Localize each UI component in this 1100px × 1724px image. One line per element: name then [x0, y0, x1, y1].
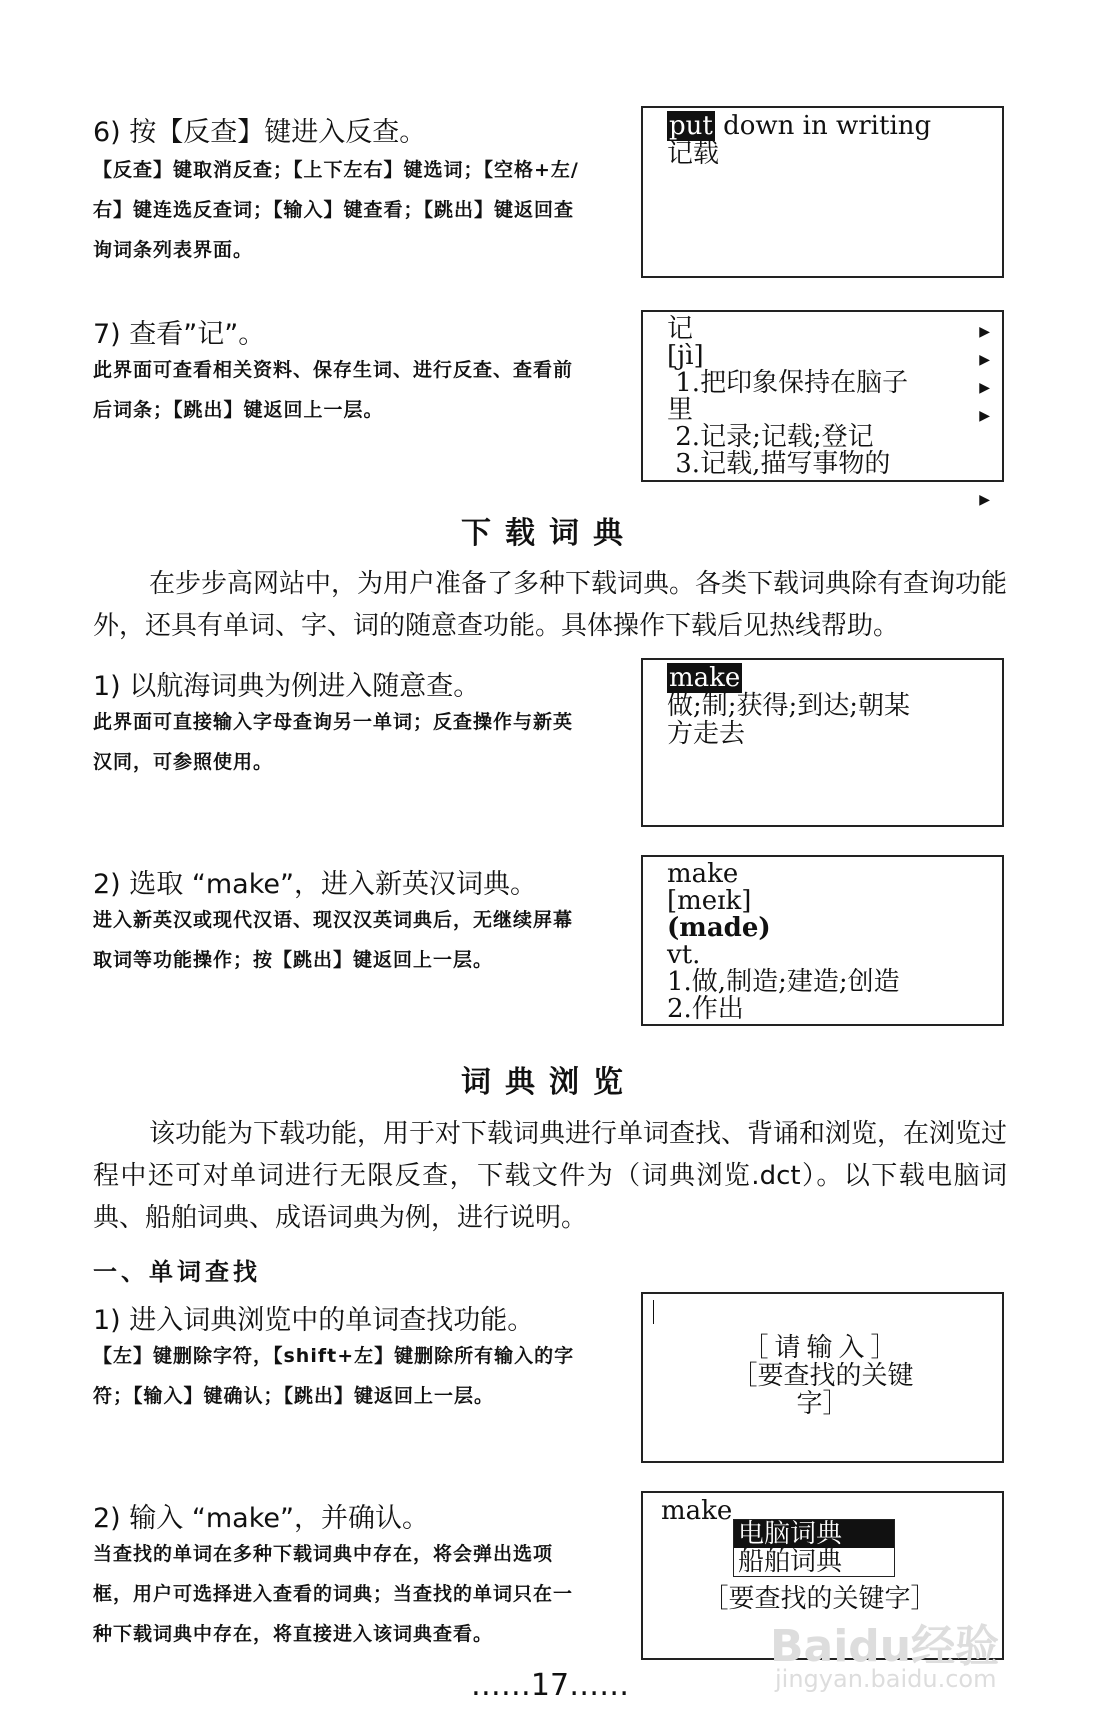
entry-line: 里 — [667, 395, 694, 425]
download-step-2-note: 进入新英汉或现代汉语、现汉汉英词典后，无继续屏幕取词等功能操作；按【跳出】键返回上一层。 — [93, 909, 574, 971]
screen-random-lookup — [641, 658, 1004, 827]
step-7-title: 7) 查看”记”。 — [93, 319, 266, 350]
prompt-line: ［要查找的关键 — [731, 1361, 914, 1391]
section-heading-download: 下载词典 — [461, 516, 637, 551]
definition-line: 做;制;获得;到达;朝某 — [667, 691, 911, 721]
text-cursor — [653, 1300, 654, 1324]
screen-entry-ji — [641, 310, 1004, 508]
arrow-icons: ▶ ▶ ▶ ▶ ▶ — [979, 324, 990, 508]
browse-step-2-note: 当查找的单词在多种下载词典中存在，将会弹出选项框，用户可选择进入查看的词典；当查找的单词只在一种下载词典中存在，将直接进入该词典查看。 — [93, 1543, 574, 1645]
page-number: ……17…… — [470, 1668, 630, 1703]
screen-reverse-lookup — [641, 106, 1004, 278]
prompt-line: ［请输入］ — [742, 1333, 903, 1363]
step-6-title: 6) 按【反查】键进入反查。 — [93, 117, 427, 148]
download-paragraph: 在步步高网站中，为用户准备了多种下载词典。各类下载词典除有查询功能外，还具有单词、字、词的随意查功能。具体操作下载后见热线帮助。 — [93, 569, 1008, 641]
section-heading-browse: 词典浏览 — [461, 1065, 637, 1100]
step-6-note: 【反查】键取消反查；【上下左右】键选词；【空格+左/右】键连选反查词；【输入】键查看；【跳出】键返回查询词条列表界面。 — [93, 159, 579, 261]
entry-line: 记 — [667, 314, 694, 344]
selected-word: make — [669, 663, 741, 693]
subheading-word-search: 一、单词查找 — [93, 1258, 261, 1286]
entry-line: [meɪk] — [667, 886, 752, 916]
entry-line: make — [667, 859, 739, 889]
baidu-watermark-url: jingyan.baidu.com — [775, 1665, 997, 1693]
translation: 记载 — [667, 139, 720, 169]
definition-line: 方走去 — [667, 719, 746, 749]
browse-step-1-title: 1) 进入词典浏览中的单词查找功能。 — [93, 1305, 535, 1336]
entry-line: (made) — [667, 913, 771, 943]
entry-line: 3.记载,描写事物的 — [667, 449, 891, 479]
entry-line: 1.做,制造;建造;创造 — [667, 967, 900, 997]
entry-line: vt. — [667, 940, 701, 970]
entry-line: [jì] — [667, 341, 704, 371]
phrase-rest: down in writing — [714, 111, 932, 141]
download-step-2-title: 2) 选取 “make”，进入新英汉词典。 — [93, 869, 537, 900]
selected-word: put — [669, 111, 713, 141]
entry-line: 2.记录;记载;登记 — [667, 422, 874, 452]
entry-line: 1.把印象保持在脑子 — [667, 368, 909, 398]
download-step-1-note: 此界面可直接输入字母查询另一单词；反查操作与新英汉同，可参照使用。 — [93, 711, 574, 773]
dictionary-popup — [733, 1519, 895, 1577]
browse-step-1-note: 【左】键删除字符，【shift+左】键删除所有输入的字符；【输入】键确认；【跳出】键返回上一层。 — [93, 1345, 575, 1407]
screen-search-input — [641, 1292, 1004, 1463]
typed-word: make — [661, 1496, 733, 1526]
option-ship-dictionary[interactable]: 船舶词典 — [738, 1547, 843, 1577]
download-step-1-title: 1) 以航海词典为例进入随意查。 — [93, 671, 481, 702]
prompt-line: ［要查找的关键字］ — [702, 1584, 937, 1614]
browse-step-2-title: 2) 输入 “make”，并确认。 — [93, 1503, 429, 1534]
browse-paragraph: 该功能为下载功能，用于对下载词典进行单词查找、背诵和浏览，在浏览过程中还可对单词进行无限反查，下载文件为（词典浏览.dct）。以下载电脑词典、船舶词典、成语词典为例，进行说明。 — [93, 1119, 1008, 1233]
baidu-watermark-logo: Baidu经验 — [770, 1621, 1000, 1672]
prompt-line: 字］ — [796, 1389, 849, 1419]
option-computer-dictionary[interactable]: 电脑词典 — [734, 1520, 894, 1548]
entry-line: 2.作出 — [667, 994, 744, 1024]
screen-make-entry — [641, 855, 1004, 1026]
step-7-note: 此界面可查看相关资料、保存生词、进行反查、查看前后词条；【跳出】键返回上一层。 — [93, 359, 574, 421]
